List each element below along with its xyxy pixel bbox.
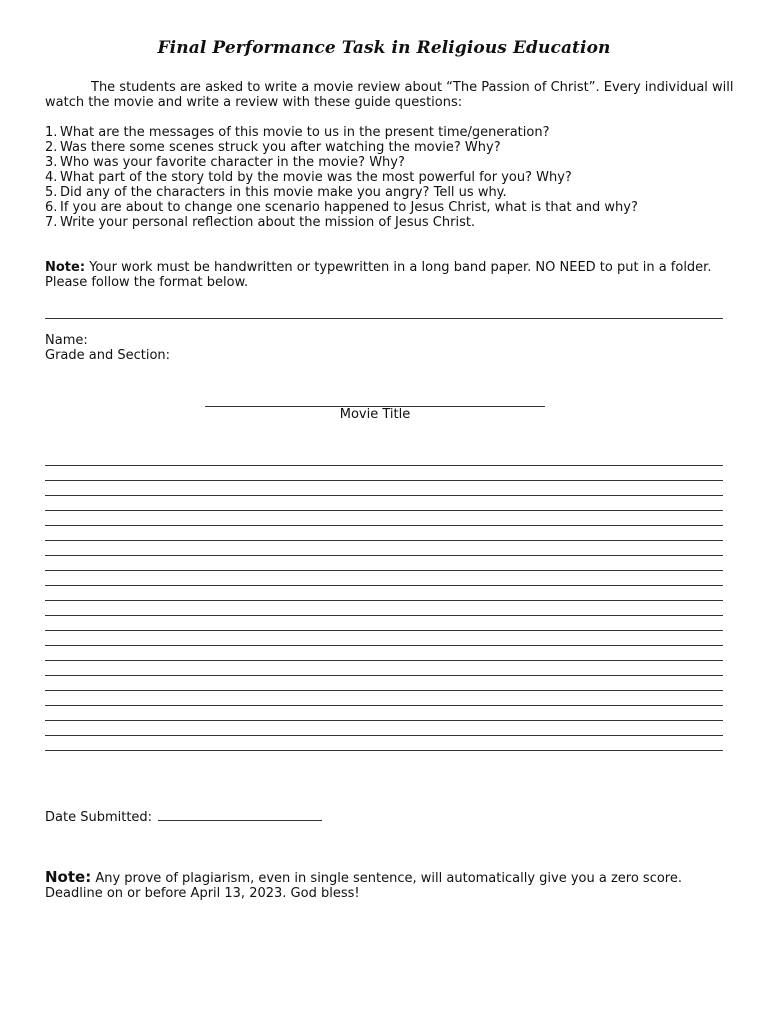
writing-line: [45, 645, 723, 646]
question-text: Write your personal reflection about the mission of Jesus Christ.: [60, 215, 476, 230]
writing-line: [45, 465, 723, 466]
question-number: 1.: [45, 125, 58, 140]
date-blank-line: [158, 809, 322, 821]
movie-title-label: Movie Title: [339, 407, 411, 422]
writing-line: [45, 675, 723, 676]
question-item: [45, 155, 735, 170]
plagiarism-note: [45, 870, 685, 901]
writing-line: [45, 540, 723, 541]
question-item: [45, 185, 735, 200]
guide-questions-list: [45, 125, 735, 230]
writing-line: [45, 630, 723, 631]
date-submitted: [45, 809, 322, 825]
format-note: [45, 260, 735, 290]
question-text: What part of the story told by the movie was the most powerful for you? Why?: [60, 170, 572, 185]
question-text: Who was your favorite character in the movie? Why?: [60, 155, 405, 170]
writing-line: [45, 585, 723, 586]
writing-line: [45, 690, 723, 691]
writing-line: [45, 555, 723, 556]
writing-line: [45, 525, 723, 526]
writing-line: [45, 495, 723, 496]
question-item: [45, 200, 735, 215]
question-text: What are the messages of this movie to us in the present time/generation?: [60, 125, 550, 140]
question-text: Did any of the characters in this movie make you angry? Tell us why.: [60, 185, 507, 200]
name-label: Name:: [45, 333, 88, 348]
section-divider: [45, 318, 723, 319]
writing-line: [45, 660, 723, 661]
writing-line: [45, 510, 723, 511]
question-number: 6.: [45, 200, 58, 215]
question-number: 2.: [45, 140, 58, 155]
question-number: 7.: [45, 215, 58, 230]
question-number: 4.: [45, 170, 58, 185]
page-title: Final Performance Task in Religious Education: [157, 38, 611, 58]
writing-line: [45, 570, 723, 571]
writing-line: [45, 600, 723, 601]
writing-line: [45, 720, 723, 721]
date-submitted-label: Date Submitted:: [45, 810, 153, 825]
question-item: [45, 215, 735, 230]
note-text: Your work must be handwritten or typewritten in a long band paper. NO NEED to put in a folder. Please follow the format below.: [45, 260, 712, 290]
question-number: 3.: [45, 155, 58, 170]
question-number: 5.: [45, 185, 58, 200]
question-item: [45, 125, 735, 140]
writing-line: [45, 480, 723, 481]
note-text: Any prove of plagiarism, even in single sentence, will automatically give you a zero score. Deadline on or before April 13, 2023. God bless!: [45, 871, 682, 901]
intro-paragraph: The students are asked to write a movie review about “The Passion of Christ”. Every individual will watch the movie and write a review with these guide questions:: [45, 80, 734, 110]
grade-section-label: Grade and Section:: [45, 348, 171, 363]
note-label: Note:: [45, 260, 86, 275]
writing-line: [45, 615, 723, 616]
question-text: If you are about to change one scenario happened to Jesus Christ, what is that and why?: [60, 200, 638, 215]
note-label: Note:: [45, 868, 92, 886]
question-text: Was there some scenes struck you after watching the movie? Why?: [60, 140, 501, 155]
writing-line: [45, 750, 723, 751]
writing-line: [45, 705, 723, 706]
question-item: [45, 170, 735, 185]
writing-line: [45, 735, 723, 736]
question-item: [45, 140, 735, 155]
